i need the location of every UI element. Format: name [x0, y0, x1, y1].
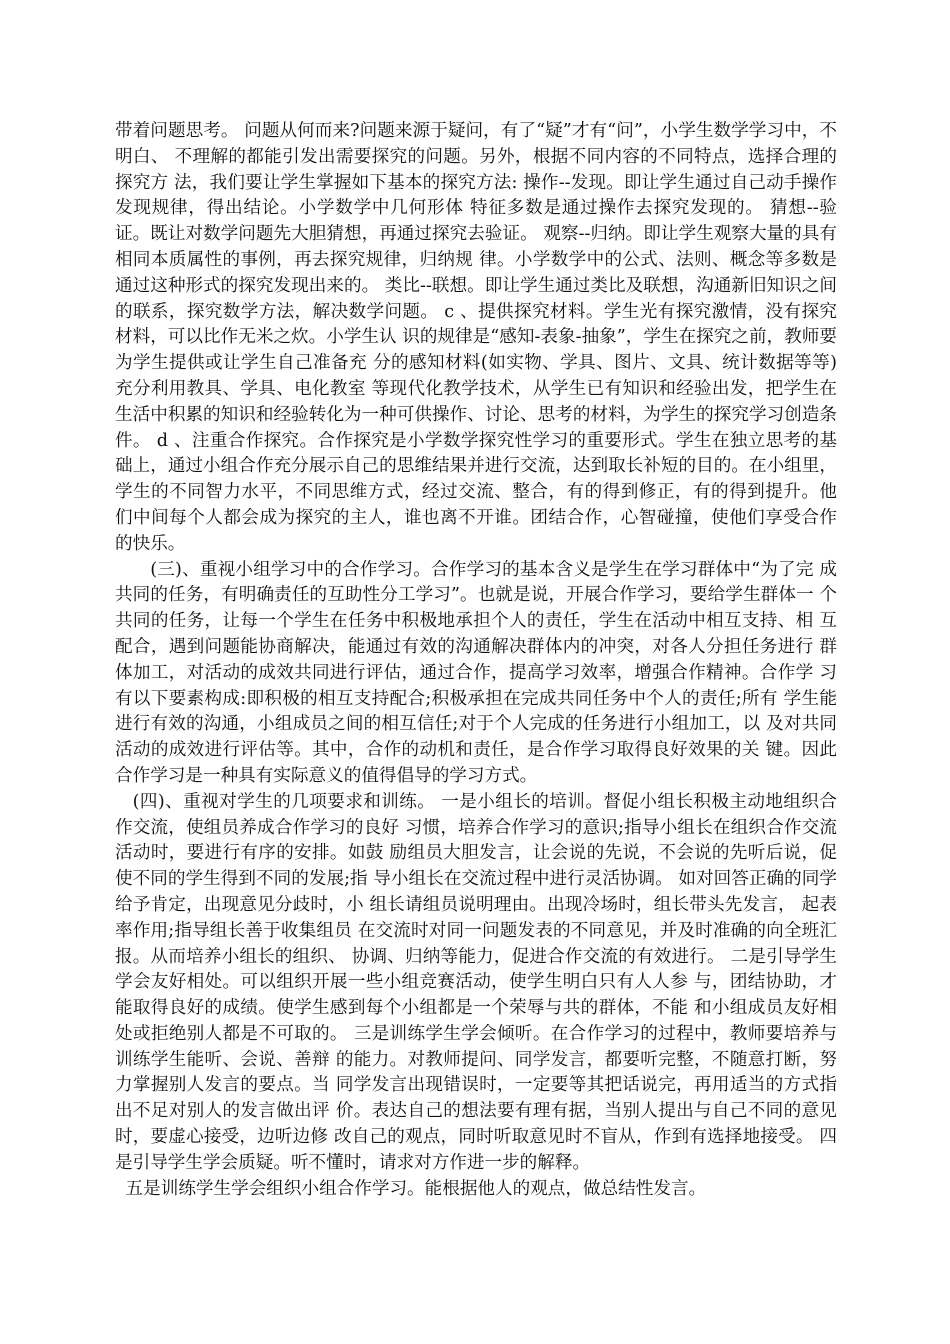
paragraph-student-requirements: (四)、重视对学生的几项要求和训练。 一是小组长的培训。督促小组长积极主动地组织合作交流，使组员养成合作学习的良好 习惯，培养合作学习的意识;指导小组长在组织合作交流活动时，要进行有序的安排。如鼓 励组员大胆发言，让会说的先说，不会说的先听后说，促使不同的学生得到不同的发展;指 导小组长在交流过程中进行灵活协调。 如对回答正确的同学给予肯定，出现意见分歧时，小 组长请组员说明理由。出现冷场时，组长带头先发言， 起表率作用;指导组长善于收集组员 在交流时对同一问题发表的不同意见，并及时准确的向全班汇报。从而培养小组长的组织、 协调、归纳等能力，促进合作交流的有效进行。 二是引导学生学会友好相处。可以组织开展一些小组竞赛活动，使学生明白只有人人参 与，团结协助，才能取得良好的成绩。使学生感到每个小组都是一个荣辱与共的群体，不能 和小组成员友好相处或拒绝别人都是不可取的。 三是训练学生学会倾听。在合作学习的过程中，教师要培养与训练学生能听、会说、善辩 的能力。对教师提问、同学发言，都要听完整，不随意打断，努力掌握别人发言的要点。当 同学发言出现错误时，一定要等其把话说完，再用适当的方式指出不足对别人的发言做出评 价。表达自己的想法要有理有据，当别人提出与自己不同的意见时，要虚心接受，边听边修 改自己的观点，同时听取意见时不盲从，作到有选择地接受。 四是引导学生学会质疑。听不懂时，请求对方作进一步的解释。	[115, 791, 837, 1173]
paragraph-cooperative-learning: (三)、重视小组学习中的合作学习。合作学习的基本含义是学生在学习群体中“为了完 成共同的任务，有明确责任的互助性分工学习”。也就是说，开展合作学习，要给学生群体一 个共同的任务，让每一个学生在任务中积极地承担个人的责任，学生在活动中相互支持、相 互配合，遇到问题能协商解决，能通过有效的沟通解决群体内的冲突，对各人分担任务进行 群体加工，对活动的成效共同进行评估，通过合作，提高学习效率，增强合作精神。合作学 习有以下要素构成:即积极的相互支持配合;积极承担在完成共同任务中个人的责任;所有 学生能进行有效的沟通，小组成员之间的相互信任;对于个人完成的任务进行小组加工，以 及对共同活动的成效进行评估等。其中，合作的动机和责任，是合作学习取得良好效果的关 键。因此合作学习是一种具有实际意义的值得倡导的学习方式。	[115, 559, 837, 786]
paragraph-group-organization: 五是训练学生学会组织小组合作学习。能根据他人的观点，做总结性发言。	[125, 1178, 707, 1199]
document-body	[115, 119, 837, 1202]
paragraph-inquiry-methods: 带着问题思考。 问题从何而来?问题来源于疑问，有了“疑”才有“问”，小学生数学学习中，不明白、 不理解的都能引发出需要探究的问题。另外，根据不同内容的不同特点，选择合理的探究方 法，我们要让学生掌握如下基本的探究方法: 操作--发现。即让学生通过自己动手操作发现规律，得出结论。小学数学中几何形体 特征多数是通过操作去探究发现的。 猜想--验证。既让对数学问题先大胆猜想，再通过探究去验证。 观察--归纳。即让学生观察大量的具有相同本质属性的事例，再去探究规律，归纳规 律。小学数学中的公式、法则、概念等多数是通过这种形式的探究发现出来的。 类比--联想。即让学生通过类比及联想，沟通新旧知识之间的联系，探究数学方法，解决数学问题。 c 、提供探究材料。学生光有探究激情，没有探究材料，可以比作无米之炊。小学生认 识的规律是“感知-表象-抽象”，学生在探究之前，教师要为学生提供或让学生自己准备充 分的感知材料(如实物、学具、图片、文具、统计数据等等)充分利用教具、学具、电化教室 等现代化教学技术，从学生已有知识和经验出发，把学生在生活中积累的知识和经验转化为一种可供操作、讨论、思考的材料，为学生的探究学习创造条件。 d 、注重合作探究。合作探究是小学数学探究性学习的重要形式。学生在独立思考的基 础上，通过小组合作充分展示自己的思维结果并进行交流，达到取长补短的目的。在小组里， 学生的不同智力水平，不同思维方式，经过交流、整合，有的得到修正，有的得到提升。他 们中间每个人都会成为探究的主人，谁也离不开谁。团结合作，心智碰撞，使他们享受合作 的快乐。	[115, 121, 837, 554]
